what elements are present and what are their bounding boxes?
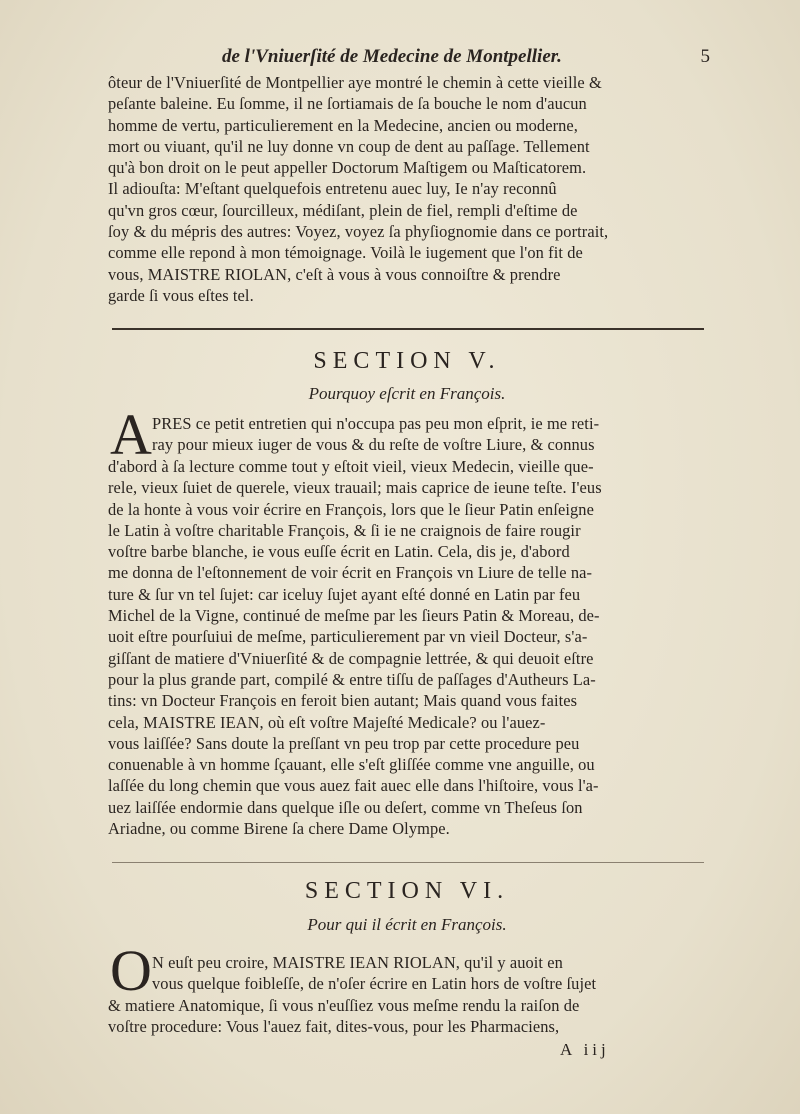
text-line: vous laiſſée? Sans doute la preſſant vn peu trop par cette procedure peu (108, 733, 580, 753)
section-divider (112, 862, 704, 863)
intro-paragraph (108, 72, 706, 306)
section-divider (112, 328, 704, 330)
text-line: mort ou viuant, qu'il ne luy donne vn coup de dent au paſſage. Tellement (108, 136, 590, 156)
text-line: rele, vieux ſuiet de querele, vieux trauail; mais caprice de ieune teſte. I'eus (108, 478, 602, 498)
text-line: comme elle repond à mon témoignage. Voilà le iugement que l'on fit de (108, 243, 583, 263)
section-6-body (108, 995, 706, 1038)
section-6-dropcap: O (110, 938, 152, 1003)
text-line: ôteur de l'Vniuerſité de Montpellier aye montré le chemin à cette vieille & (108, 73, 602, 92)
page-number: 5 (700, 46, 710, 67)
text-line: qu'à bon droit on le peut appeller Doctorum Maſtigem ou Maſticatorem. (108, 158, 587, 178)
section-6-subtitle: Pour qui il écrit en François. (307, 915, 507, 934)
text-line: N euſt peu croire, MAISTRE IEAN RIOLAN, qu'il y auoit en (152, 953, 563, 972)
text-line: ſoy & du mépris des autres: Voyez, voyez ſa phyſiognomie dans ce portrait, (108, 222, 609, 242)
section-5-body (108, 456, 706, 839)
section-5-title: SECTION V. (313, 348, 501, 374)
text-line: voſtre procedure: Vous l'auez fait, dites-vous, pour les Pharmaciens, (108, 1017, 560, 1037)
text-line: vous, MAISTRE RIOLAN, c'eſt à vous à vous connoiſtre & prendre (108, 264, 561, 284)
text-line: ray pour mieux iuger de vous & du reſte de voſtre Liure, & connus (152, 435, 595, 455)
section-6-title: SECTION VI. (304, 878, 510, 904)
text-line: pour la plus grande part, compilé & entre tiſſu de paſſages d'Autheurs La- (108, 669, 596, 689)
text-line: cela, MAISTRE IEAN, où eſt voſtre Majeſté Medicale? ou l'auez- (108, 712, 546, 732)
running-title: de l'Vniuerſité de Medecine de Montpellier. (222, 46, 562, 67)
text-line: conuenable à vn homme ſçauant, elle s'eſt gliſſée comme vne anguille, ou (108, 755, 595, 775)
text-line: d'abord à ſa lecture comme tout y eſtoit vieil, vieux Medecin, vieille que- (108, 457, 594, 476)
text-line: me donna de l'eſtonnement de voir écrit en François vn Liure de telle na- (108, 563, 593, 583)
text-line: tins: vn Docteur François en feroit bien autant; Mais quand vous faites (108, 691, 578, 711)
text-line: ture & ſur vn tel ſujet: car iceluy ſujet ayant eſté donné en Latin par feu (108, 584, 581, 604)
text-line: & matiere Anatomique, ſi vous n'euſſiez vous meſme rendu la raiſon de (108, 996, 580, 1015)
text-line: Il adiouſta: M'eſtant quelquefois entretenu auec luy, Ie n'ay reconnû (108, 179, 557, 199)
section-5-subtitle: Pourquoy eſcrit en François. (308, 384, 506, 403)
text-line: uoit eſtre pourſuiui de meſme, particulierement par vn vieil Docteur, s'a- (108, 627, 588, 647)
text-line: PRES ce petit entretien qui n'occupa pas peu mon eſprit, ie me reti- (152, 414, 600, 433)
text-line: de la honte à vous voir écrire en François, lors que le ſieur Patin enſeigne (108, 499, 594, 519)
text-line: Michel de la Vigne, continué de meſme par les ſieurs Patin & Moreau, de- (108, 606, 600, 626)
section-5-dropcap: A (110, 402, 152, 467)
section-6-opening (152, 952, 706, 995)
text-line: garde ſi vous eſtes tel. (108, 285, 254, 305)
text-line: uez laiſſée endormie dans quelque iſle ou deſert, comme vn Theſeus ſon (108, 797, 583, 817)
running-header (222, 46, 710, 68)
text-line: vous quelque foibleſſe, de n'oſer écrire en Latin hors de voſtre ſujet (152, 974, 597, 994)
text-line: peſante baleine. Eu ſomme, il ne ſortiamais de ſa bouche le nom d'aucun (108, 94, 587, 114)
text-line: laſſée du long chemin que vous auez fait auec elle dans l'hiſtoire, vous l'a- (108, 776, 599, 796)
signature-mark: A iij (560, 1040, 610, 1059)
text-line: le Latin à voſtre charitable François, & ſi ie ne craignois de faire rougir (108, 520, 581, 540)
text-line: homme de vertu, particulierement en la Medecine, ancien ou moderne, (108, 115, 578, 135)
section-5-opening (152, 413, 706, 456)
text-line: qu'vn gros cœur, ſourcilleux, médiſant, plein de fiel, rempli d'eſtime de (108, 200, 578, 220)
text-line: voſtre barbe blanche, ie vous euſſe écrit en Latin. Cela, dis je, d'abord (108, 542, 570, 562)
text-line: Ariadne, ou comme Birene ſa chere Dame Olympe. (108, 819, 450, 839)
text-line: giſſant de matiere d'Vniuerſité & de compagnie lettrée, & qui deuoit eſtre (108, 648, 594, 668)
